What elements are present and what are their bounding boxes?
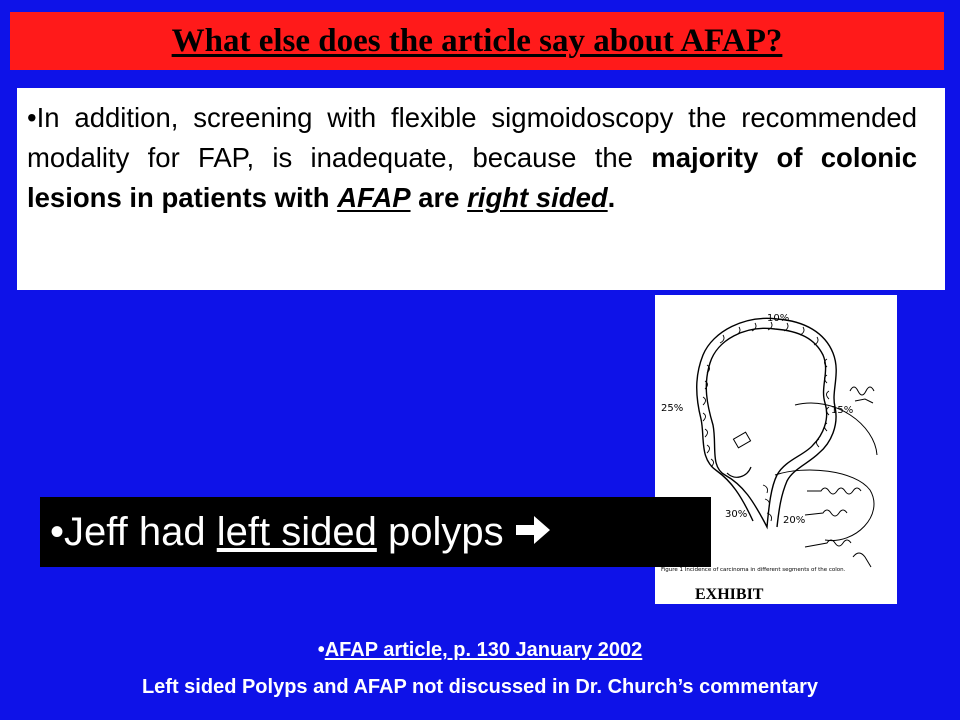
callout-underlined: left sided — [216, 509, 377, 554]
article-citation-link[interactable]: AFAP article, p. 130 January 2002 — [324, 639, 643, 661]
main-paragraph — [27, 98, 917, 218]
bullet: • — [27, 102, 37, 133]
main-text-box — [17, 88, 945, 290]
callout-text — [50, 510, 554, 555]
slide-title: What else does the article say about AFAP? — [171, 22, 783, 59]
title-bar — [10, 12, 944, 70]
paragraph-bold-text: majority of colonic lesions in patients with — [27, 142, 918, 213]
exhibit-stamp: EXHIBIT — [695, 586, 764, 603]
paragraph-text: In addition, screening with flexible sigmoidoscopy the recommended modality for FAP, is inadequate, because the — [27, 102, 917, 173]
afap-emphasis: AFAP — [337, 182, 411, 213]
callout-post: polyps — [376, 509, 504, 554]
paragraph-bold-text-2: are — [410, 182, 468, 213]
right-arrow-icon — [512, 512, 554, 548]
right-sided-emphasis: right sided — [467, 182, 608, 213]
footer-bullet: • — [317, 639, 325, 661]
figure-caption: Figure 1 Incidence of carcinoma in different segments of the colon. — [661, 567, 846, 573]
percent-label-left: 25% — [661, 403, 684, 414]
callout-box — [40, 497, 711, 567]
percent-label-top: 10% — [767, 313, 790, 324]
footer-commentary-note: Left sided Polyps and AFAP not discussed in Dr. Church’s commentary — [141, 676, 819, 698]
percent-label-bottom-left: 30% — [725, 509, 748, 520]
footer-citation — [0, 639, 960, 662]
callout-bullet: • — [50, 509, 65, 554]
percent-label-bottom-right: 20% — [783, 515, 806, 526]
percent-label-right: 15% — [831, 405, 854, 416]
callout-pre: Jeff had — [64, 509, 217, 554]
paragraph-end: . — [607, 182, 616, 213]
